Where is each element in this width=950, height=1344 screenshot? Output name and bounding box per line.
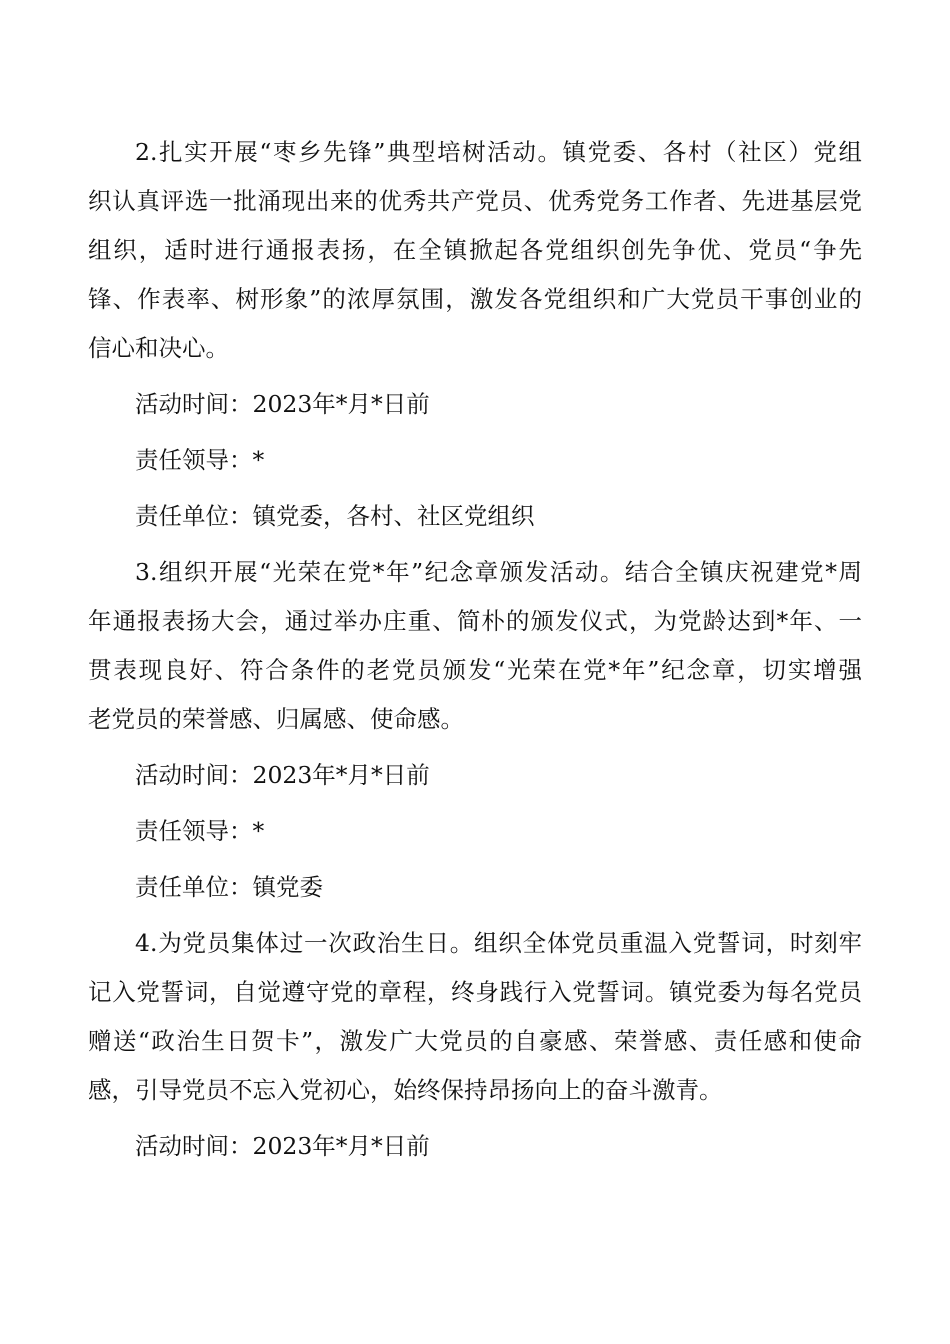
paragraph-line: 感，引导党员不忘入党初心，始终保持昂扬向上的奋斗激青。 <box>88 1076 723 1104</box>
activity-time: 活动时间：2023年*月*日前 <box>135 390 430 418</box>
section-item-2 <box>88 128 862 541</box>
paragraph-line: 锋、作表率、树形象”的浓厚氛围，激发各党组织和广大党员干事创业的 <box>88 285 862 313</box>
paragraph-line: 年通报表扬大会，通过举办庄重、简朴的颁发仪式，为党龄达到*年、一 <box>88 607 862 635</box>
responsible-leader: 责任领导：* <box>135 817 265 845</box>
paragraph-line: 信心和决心。 <box>88 334 229 362</box>
paragraph-line: 贯表现良好、符合条件的老党员颁发“光荣在党*年”纪念章，切实增强 <box>88 656 862 684</box>
paragraph-line: 织认真评选一批涌现出来的优秀共产党员、优秀党务工作者、先进基层党 <box>88 187 862 215</box>
paragraph-line: 赠送“政治生日贺卡”，激发广大党员的自豪感、荣誉感、责任感和使命 <box>88 1027 862 1055</box>
activity-time: 活动时间：2023年*月*日前 <box>135 1132 430 1160</box>
document-body <box>88 128 862 1171</box>
section-item-3 <box>88 548 862 912</box>
activity-time: 活动时间：2023年*月*日前 <box>135 761 430 789</box>
responsible-unit: 责任单位：镇党委，各村、社区党组织 <box>135 502 535 530</box>
paragraph-line: 组织，适时进行通报表扬，在全镇掀起各党组织创先争优、党员“争先 <box>88 236 862 264</box>
section-item-4 <box>88 919 862 1171</box>
paragraph-line: 2.扎实开展“枣乡先锋”典型培树活动。镇党委、各村（社区）党组 <box>135 138 862 166</box>
paragraph-line: 老党员的荣誉感、归属感、使命感。 <box>88 705 464 733</box>
responsible-leader: 责任领导：* <box>135 446 265 474</box>
responsible-unit: 责任单位：镇党委 <box>135 873 323 901</box>
paragraph-line: 3.组织开展“光荣在党*年”纪念章颁发活动。结合全镇庆祝建党*周 <box>135 558 862 586</box>
paragraph-line: 4.为党员集体过一次政治生日。组织全体党员重温入党誓词，时刻牢 <box>135 929 862 957</box>
paragraph-line: 记入党誓词，自觉遵守党的章程，终身践行入党誓词。镇党委为每名党员 <box>88 978 862 1006</box>
